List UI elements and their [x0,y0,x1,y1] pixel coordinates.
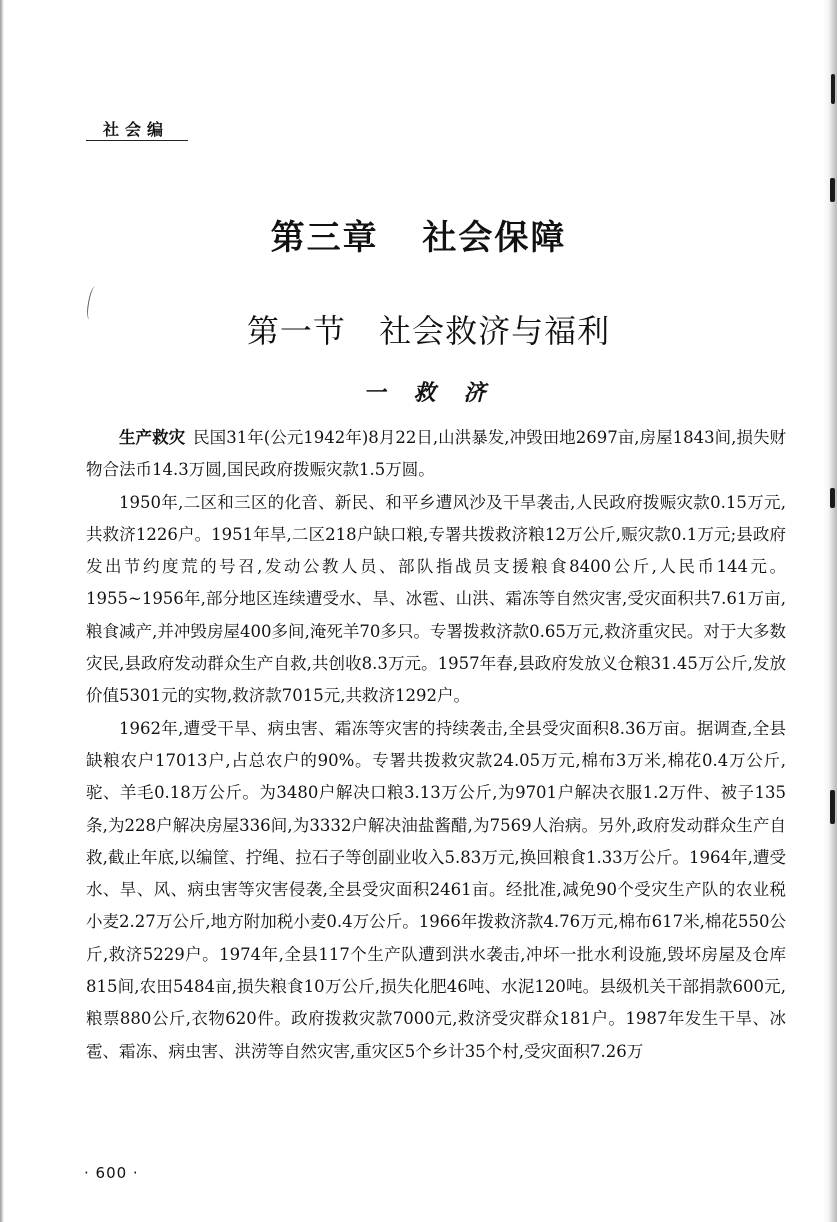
paragraph-text: 1962年,遭受干旱、病虫害、霜冻等灾害的持续袭击,全县受灾面积8.36万亩。据调查,全县缺粮农户17013户,占总农户的90%。专署共拨救灾款24.05万元,棉布3万米,棉花0.4万公斤,驼、羊毛0.18万公斤。为3480户解决口粮3.13万公斤,为9701户解决衣服1.2万件、被子135条,为228户解决房屋336间,为3332户解决油盐酱醋,为7569人治病。另外,政府发动群众生产自救,截止年底,以编筐、拧绳、拉石子等创副业收入5.83万元,换回粮食1.33万公斤。1964年,遭受水、旱、风、病虫害等灾害侵袭,全县受灾面积2461亩。经批准,减免90个受灾生产队的农业税小麦2.27万公斤,地方附加税小麦0.4万公斤。1966年拨救济款4.76万元,棉布617米,棉花550公斤,救济5229户。1974年,全县117个生产队遭到洪水袭击,冲坏一批水利设施,毁坏房屋及仓库815间,农田5484亩,损失粮食10万公斤,损失化肥46吨、水泥120吨。县级机关干部捐款600元,粮票880公斤,衣物620件。政府拨救灾款7000元,救济受灾群众181户。1987年发生干旱、冰雹、霜冻、病虫害、洪涝等自然灾害,重灾区5个乡计35个村,受灾面积7.26万 [86,718,786,1061]
subsection-title: 一救济 [363,380,514,406]
scan-mark [830,488,835,508]
scan-mark [831,74,835,104]
running-head: 社会编 [103,120,170,139]
paragraph-text: 民国31年(公元1942年)8月22日,山洪暴发,冲毁田地2697亩,房屋1843间,损失财物合法币14.3万圆,国民政府拨赈灾款1.5万圆。 [86,428,787,480]
paragraph [86,713,786,1068]
chapter-title: 第三章 社会保障 [270,218,567,258]
paragraph [86,422,786,487]
page-number: · 600 · [84,1164,139,1182]
body-text [86,422,786,1068]
paragraph-text: 1950年,二区和三区的化音、新民、和平乡遭风沙及干旱袭击,人民政府拨赈灾款0.15万元,共救济1226户。1951年旱,二区218户缺口粮,专署共拨救济粮12万公斤,赈灾款0.1万元;县政府发出节约度荒的号召,发动公教人员、部队指战员支援粮食8400公斤,人民币144元。1955~1956年,部分地区连续遭受水、旱、冰雹、山洪、霜冻等自然灾害,受灾面积共7.61万亩,粮食减产,并冲毁房屋400多间,淹死羊70多只。专署拨救济款0.65万元,救济重灾民。对于大多数灾民,县政府发动群众生产自救,共创收8.3万元。1957年春,县政府发放义仓粮31.45万公斤,发放价值5301元的实物,救济款7015元,共救济1292户。 [86,492,786,706]
paragraph-lead: 生产救灾 [119,428,186,447]
paragraph [86,487,786,713]
section-title: 第一节 社会救济与福利 [246,312,611,350]
running-head-rule [86,140,188,141]
page-edge-shadow-left [0,0,4,1222]
scan-mark [830,790,835,824]
scan-mark [830,178,835,202]
